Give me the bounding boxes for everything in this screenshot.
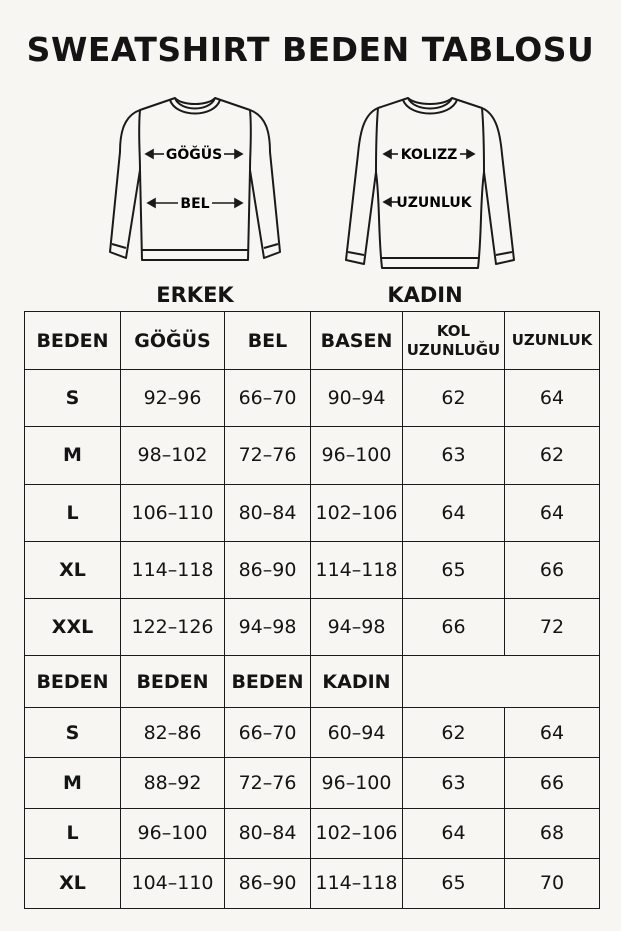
table-cell: 96–100 <box>311 758 403 808</box>
table-cell: L <box>25 484 121 541</box>
header-cell-size: BEDEN <box>25 312 121 370</box>
table-cell: 72–76 <box>225 427 311 484</box>
table-row <box>25 858 600 908</box>
table-cell: 66–70 <box>225 708 311 758</box>
table-cell: 102–106 <box>311 484 403 541</box>
table-row <box>25 541 600 598</box>
table-cell: 86–90 <box>225 858 311 908</box>
female-label: KADIN <box>387 283 463 307</box>
header-cell-waist: BEL <box>225 312 311 370</box>
table-cell: 92–96 <box>121 370 225 427</box>
table-cell: 98–102 <box>121 427 225 484</box>
table-cell: 65 <box>403 541 505 598</box>
table-cell: S <box>25 708 121 758</box>
header-cell-length: UZUNLUK <box>505 312 600 370</box>
table-cell: 114–118 <box>121 541 225 598</box>
subheader-cell: BEDEN <box>25 656 121 708</box>
male-sweatshirt-diagram <box>100 92 290 272</box>
table-cell: 66 <box>505 541 600 598</box>
table-cell: XL <box>25 858 121 908</box>
table-cell: L <box>25 808 121 858</box>
table-cell: 66 <box>403 598 505 655</box>
table-row <box>25 808 600 858</box>
table-cell: M <box>25 758 121 808</box>
table-cell: 96–100 <box>121 808 225 858</box>
table-row <box>25 370 600 427</box>
table-cell: S <box>25 370 121 427</box>
subheader-cell <box>403 656 600 708</box>
table-cell: 63 <box>403 758 505 808</box>
subheader-cell: KADIN <box>311 656 403 708</box>
table-cell: 88–92 <box>121 758 225 808</box>
table-row <box>25 758 600 808</box>
header-cell-chest: GÖĞÜS <box>121 312 225 370</box>
table-cell: 106–110 <box>121 484 225 541</box>
table-cell: 94–98 <box>311 598 403 655</box>
table-cell: 66–70 <box>225 370 311 427</box>
table-cell: XXL <box>25 598 121 655</box>
subheader-cell: BEDEN <box>225 656 311 708</box>
table-cell: 72–76 <box>225 758 311 808</box>
length-label: UZUNLUK <box>396 195 472 211</box>
table-row <box>25 484 600 541</box>
page-title: SWEATSHIRT BEDEN TABLOSU <box>26 30 595 69</box>
waist-label: BEL <box>180 196 210 212</box>
male-label: ERKEK <box>156 283 234 307</box>
header-cell-sleeve: KOL UZUNLUĞU <box>403 312 505 370</box>
size-table <box>24 311 600 909</box>
female-sweatshirt-diagram <box>336 92 526 272</box>
table-cell: 90–94 <box>311 370 403 427</box>
table-cell: 64 <box>505 484 600 541</box>
table-cell: 104–110 <box>121 858 225 908</box>
table-cell: 66 <box>505 758 600 808</box>
table-cell: 80–84 <box>225 484 311 541</box>
table-header-row <box>25 312 600 370</box>
table-cell: 70 <box>505 858 600 908</box>
table-cell: 122–126 <box>121 598 225 655</box>
table-cell: 68 <box>505 808 600 858</box>
table-cell: 80–84 <box>225 808 311 858</box>
table-row <box>25 598 600 655</box>
table-cell: 64 <box>403 808 505 858</box>
table-cell: 82–86 <box>121 708 225 758</box>
table-subheader-row <box>25 656 600 708</box>
table-cell: 62 <box>403 370 505 427</box>
sleeve-label: KOLIZZ <box>400 147 458 163</box>
table-cell: 114–118 <box>311 541 403 598</box>
subheader-cell: BEDEN <box>121 656 225 708</box>
table-cell: 64 <box>505 370 600 427</box>
table-cell: 102–106 <box>311 808 403 858</box>
table-cell: 114–118 <box>311 858 403 908</box>
table-row <box>25 427 600 484</box>
table-row <box>25 708 600 758</box>
table-cell: 62 <box>505 427 600 484</box>
table-cell: 94–98 <box>225 598 311 655</box>
table-cell: 62 <box>403 708 505 758</box>
table-cell: M <box>25 427 121 484</box>
table-cell: 64 <box>403 484 505 541</box>
table-cell: 65 <box>403 858 505 908</box>
table-cell: 64 <box>505 708 600 758</box>
chest-label: GÖĞÜS <box>165 147 223 163</box>
table-cell: 72 <box>505 598 600 655</box>
table-cell: 60–94 <box>311 708 403 758</box>
table-cell: 86–90 <box>225 541 311 598</box>
table-cell: XL <box>25 541 121 598</box>
table-cell: 96–100 <box>311 427 403 484</box>
table-cell: 63 <box>403 427 505 484</box>
header-cell-hip: BASEN <box>311 312 403 370</box>
